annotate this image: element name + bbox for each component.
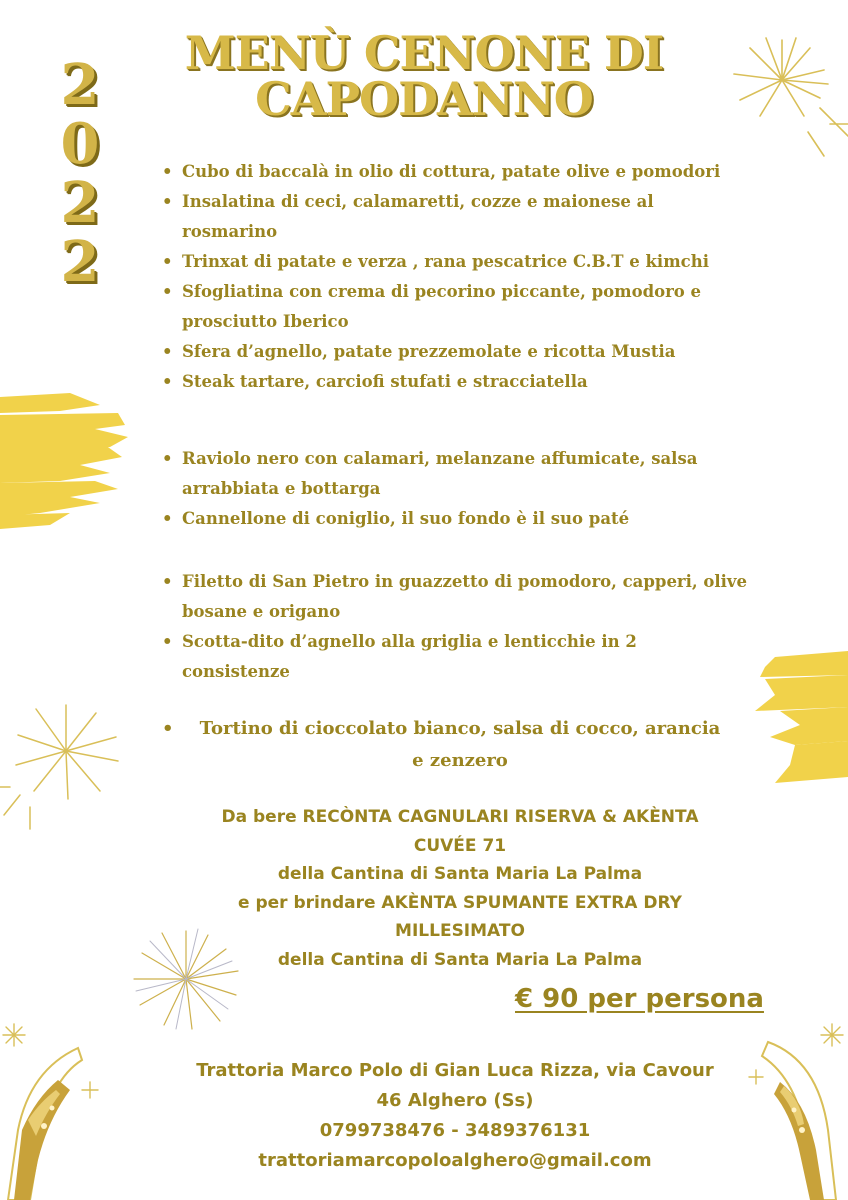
gold-brush-stroke-left xyxy=(0,385,130,545)
menu-item: • Sfera d’agnello, patate prezzemolate e ricotta Mustia xyxy=(162,337,772,367)
menu-list-primi xyxy=(162,444,772,534)
drinks-line: CUVÉE 71 xyxy=(413,835,507,856)
menu-item: • Trinxat di patate e verza , rana pescatrice C.B.T e kimchi xyxy=(162,247,772,277)
menu-item: • Raviolo nero con calamari, melanzane affumicate, salsa arrabbiata e bottarga xyxy=(162,444,782,504)
footer-email[interactable]: trattoriamarcopoloalghero@gmail.com xyxy=(258,1150,652,1171)
drinks-line: Da bere RECÒNTA CAGNULARI RISERVA & AKÈNTA xyxy=(221,807,699,827)
price: € 90 per persona xyxy=(515,984,764,1014)
menu-dessert xyxy=(160,713,760,777)
drinks-section xyxy=(190,803,730,974)
fireworks-icon-left xyxy=(0,695,130,835)
menu-item: • Cannellone di coniglio, il suo fondo è il suo paté xyxy=(162,504,772,534)
dessert-line-2: e zenzero xyxy=(412,750,508,771)
menu-item: • Scotta-dito d’agnello alla griglia e lenticchie in 2 consistenze xyxy=(162,627,702,687)
menu-item: • Sfogliatina con crema di pecorino piccante, pomodoro e prosciutto Iberico xyxy=(162,277,772,337)
champagne-glass-icon-left xyxy=(0,1020,110,1200)
menu-title-line-1: MENÙ CENONE DI xyxy=(184,26,664,80)
year-digit: 2 xyxy=(60,52,100,118)
footer-address-line-1: Trattoria Marco Polo di Gian Luca Rizza, via Cavour xyxy=(196,1060,714,1081)
menu-title-line-2: CAPODANNO xyxy=(255,72,593,126)
footer-address-line-2: 46 Alghero (Ss) xyxy=(376,1090,534,1111)
menu-title xyxy=(150,26,698,126)
drinks-line: della Cantina di Santa Maria La Palma xyxy=(277,864,643,884)
dessert-bullet: • xyxy=(162,718,174,739)
menu-list-antipasti xyxy=(162,157,772,397)
menu-item: • Filetto di San Pietro in guazzetto di pomodoro, capperi, olive bosane e origano xyxy=(162,567,762,627)
footer-contact xyxy=(140,1056,770,1176)
drinks-line: MILLESIMATO xyxy=(395,921,525,941)
menu-item: • Insalatina di ceci, calamaretti, cozze e maionese al rosmarino xyxy=(162,187,742,247)
drinks-line: della Cantina di Santa Maria La Palma xyxy=(277,949,643,970)
footer-phone[interactable]: 0799738476 - 3489376131 xyxy=(319,1120,591,1141)
year-digit: 0 xyxy=(60,111,100,177)
menu-item: • Cubo di baccalà in olio di cottura, patate olive e pomodori xyxy=(162,157,772,187)
dessert-line-1: Tortino di cioccolato bianco, salsa di cocco, arancia xyxy=(199,718,721,739)
year-digit: 2 xyxy=(60,229,100,295)
drinks-line: e per brindare AKÈNTA SPUMANTE EXTRA DRY xyxy=(238,892,682,913)
menu-item: • Steak tartare, carciofi stufati e stracciatella xyxy=(162,367,772,397)
menu-list-secondi xyxy=(162,567,772,687)
fireworks-icon-top-right xyxy=(720,28,848,158)
year-digit: 2 xyxy=(60,170,100,236)
year-vertical xyxy=(50,52,110,295)
